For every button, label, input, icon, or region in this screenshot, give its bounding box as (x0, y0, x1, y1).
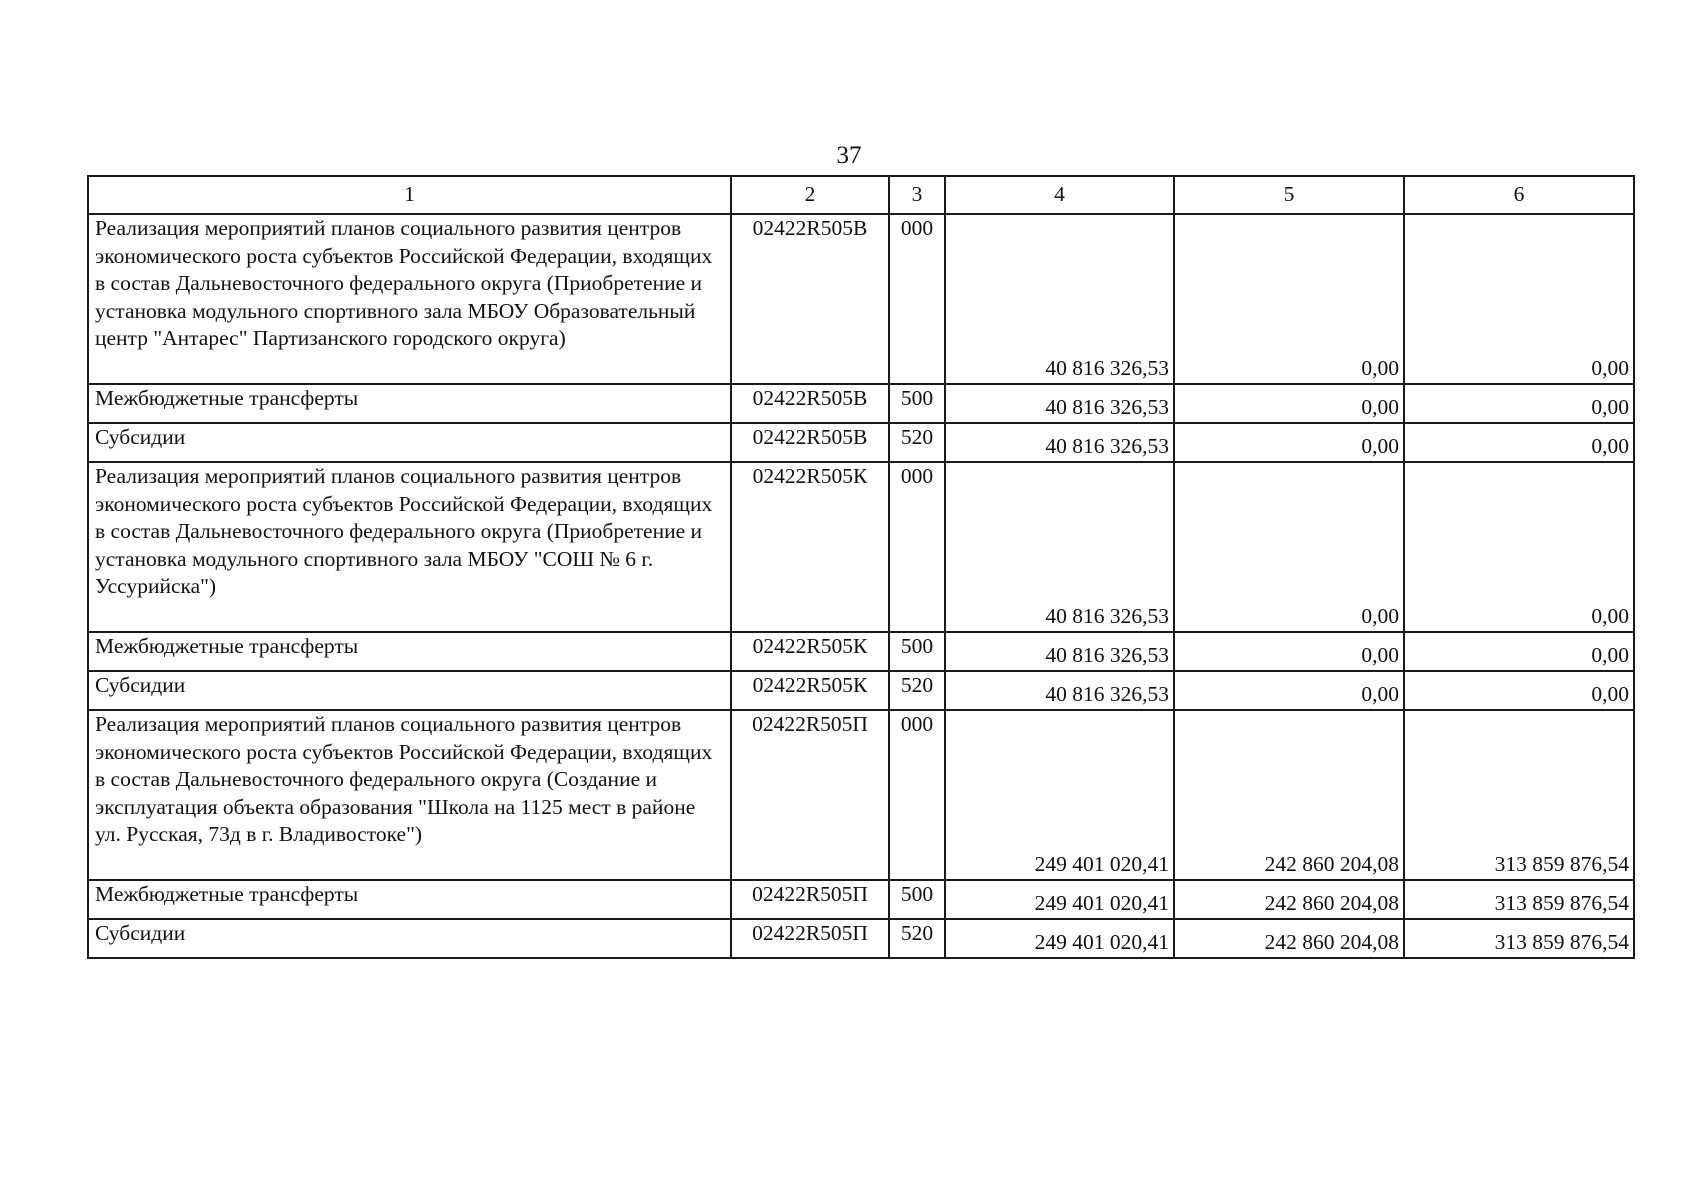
row-code: 02422R505К (731, 671, 889, 710)
row-code: 02422R505П (731, 880, 889, 919)
row-value-5: 0,00 (1174, 632, 1404, 671)
row-value-4: 249 401 020,41 (945, 880, 1174, 919)
row-value-4: 40 816 326,53 (945, 462, 1174, 632)
table-row (88, 423, 1634, 462)
header-row (88, 176, 1634, 214)
row-value-5: 0,00 (1174, 423, 1404, 462)
row-name: Субсидии (88, 671, 731, 710)
row-code: 02422R505К (731, 462, 889, 632)
row-name: Субсидии (88, 919, 731, 958)
header-col-1: 1 (88, 176, 731, 214)
budget-table (87, 175, 1635, 959)
table-header (88, 176, 1634, 214)
table-row (88, 710, 1634, 880)
row-expense-type: 520 (889, 671, 945, 710)
row-value-4: 40 816 326,53 (945, 632, 1174, 671)
table-row (88, 919, 1634, 958)
row-expense-type: 520 (889, 423, 945, 462)
row-expense-type: 000 (889, 462, 945, 632)
row-value-4: 40 816 326,53 (945, 423, 1174, 462)
row-value-5: 242 860 204,08 (1174, 710, 1404, 880)
row-value-5: 0,00 (1174, 384, 1404, 423)
header-col-5: 5 (1174, 176, 1404, 214)
row-code: 02422R505В (731, 214, 889, 384)
table-row (88, 632, 1634, 671)
row-value-6: 0,00 (1404, 423, 1634, 462)
row-name: Реализация мероприятий планов социального развития центров экономического роста субъектов Российской Федерации, входящих в состав Дальневосточного федерального округа (Приобретение и установка модульного спортивного зала МБОУ Образовательный центр "Антарес" Партизанского городского округа) (88, 214, 731, 384)
row-code: 02422R505П (731, 919, 889, 958)
row-value-5: 0,00 (1174, 462, 1404, 632)
row-value-6: 313 859 876,54 (1404, 880, 1634, 919)
row-name: Межбюджетные трансферты (88, 384, 731, 423)
row-name: Межбюджетные трансферты (88, 632, 731, 671)
row-name: Реализация мероприятий планов социального развития центров экономического роста субъектов Российской Федерации, входящих в состав Дальневосточного федерального округа (Приобретение и установка модульного спортивного зала МБОУ "СОШ № 6 г. Уссурийска") (88, 462, 731, 632)
row-name: Реализация мероприятий планов социального развития центров экономического роста субъектов Российской Федерации, входящих в состав Дальневосточного федерального округа (Создание и эксплуатация объекта образования "Школа на 1125 мест в районе ул. Русская, 73д в г. Владивостоке") (88, 710, 731, 880)
row-value-5: 0,00 (1174, 671, 1404, 710)
row-value-5: 0,00 (1174, 214, 1404, 384)
row-value-6: 313 859 876,54 (1404, 710, 1634, 880)
row-expense-type: 500 (889, 632, 945, 671)
row-value-4: 40 816 326,53 (945, 671, 1174, 710)
table-row (88, 880, 1634, 919)
header-col-4: 4 (945, 176, 1174, 214)
row-expense-type: 000 (889, 214, 945, 384)
row-expense-type: 500 (889, 880, 945, 919)
table-row (88, 462, 1634, 632)
table-row (88, 671, 1634, 710)
row-value-4: 249 401 020,41 (945, 919, 1174, 958)
row-expense-type: 500 (889, 384, 945, 423)
page-number: 37 (836, 142, 862, 169)
row-value-6: 0,00 (1404, 671, 1634, 710)
row-value-6: 0,00 (1404, 384, 1634, 423)
table-body (88, 214, 1634, 958)
row-code: 02422R505В (731, 384, 889, 423)
header-col-6: 6 (1404, 176, 1634, 214)
row-expense-type: 520 (889, 919, 945, 958)
row-expense-type: 000 (889, 710, 945, 880)
table-row (88, 214, 1634, 384)
header-col-2: 2 (731, 176, 889, 214)
row-name: Межбюджетные трансферты (88, 880, 731, 919)
row-value-4: 249 401 020,41 (945, 710, 1174, 880)
header-col-3: 3 (889, 176, 945, 214)
row-value-6: 0,00 (1404, 632, 1634, 671)
row-value-6: 313 859 876,54 (1404, 919, 1634, 958)
row-value-4: 40 816 326,53 (945, 214, 1174, 384)
row-value-6: 0,00 (1404, 214, 1634, 384)
row-name: Субсидии (88, 423, 731, 462)
row-value-5: 242 860 204,08 (1174, 880, 1404, 919)
row-code: 02422R505В (731, 423, 889, 462)
row-code: 02422R505П (731, 710, 889, 880)
row-value-4: 40 816 326,53 (945, 384, 1174, 423)
table-row (88, 384, 1634, 423)
row-code: 02422R505К (731, 632, 889, 671)
row-value-5: 242 860 204,08 (1174, 919, 1404, 958)
row-value-6: 0,00 (1404, 462, 1634, 632)
